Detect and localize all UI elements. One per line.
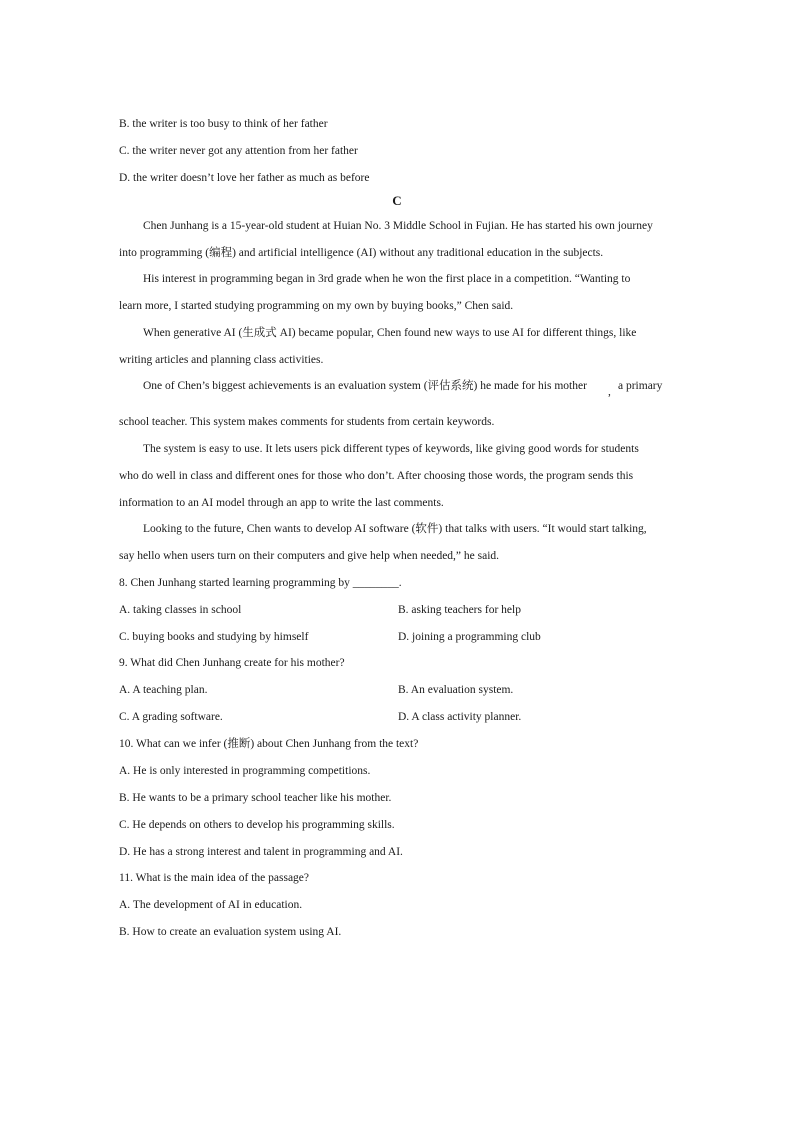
question-11-option-b: B. How to create an evaluation system using AI. <box>119 926 342 938</box>
question-10-option-b: B. He wants to be a primary school teacher like his mother. <box>119 792 392 804</box>
question-9-option-a: A. A teaching plan. <box>119 684 208 696</box>
question-11-stem: 11. What is the main idea of the passage? <box>119 872 310 884</box>
passage-p4-line2: school teacher. This system makes comments for students from certain keywords. <box>119 416 495 428</box>
passage-p2-line2: learn more, I started studying programming on my own by buying books,” Chen said. <box>119 300 514 312</box>
passage-p5-line1: The system is easy to use. It lets users pick different types of keywords, like giving good words for students <box>143 443 639 455</box>
question-8-option-a: A. taking classes in school <box>119 604 242 616</box>
question-9-stem: 9. What did Chen Junhang create for his mother? <box>119 657 345 669</box>
prev-option-d: D. the writer doesn’t love her father as much as before <box>119 172 370 184</box>
question-8-option-c: C. buying books and studying by himself <box>119 631 309 643</box>
question-8-option-d: D. joining a programming club <box>398 631 541 643</box>
passage-p1-line1: Chen Junhang is a 15-year-old student at Huian No. 3 Middle School in Fujian. He has started his own journey <box>143 220 653 232</box>
passage-p3-line1: When generative AI (生成式 AI) became popular, Chen found new ways to use AI for different things, like <box>143 327 637 339</box>
prev-option-b: B. the writer is too busy to think of her father <box>119 118 328 130</box>
question-8-option-b: B. asking teachers for help <box>398 604 521 616</box>
passage-p1-line2: into programming (编程) and artificial intelligence (AI) without any traditional education in the subjects. <box>119 247 604 259</box>
passage-p4-line1a: One of Chen’s biggest achievements is an evaluation system (评估系统) he made for his mother <box>143 380 587 392</box>
passage-p5-line2: who do well in class and different ones for those who don’t. After choosing those words, the program sends this <box>119 470 634 482</box>
question-8-stem: 8. Chen Junhang started learning programming by ________. <box>119 577 402 589</box>
question-10-option-d: D. He has a strong interest and talent in programming and AI. <box>119 846 403 858</box>
passage-p4-line1b: a primary <box>618 380 663 392</box>
section-heading: C <box>392 193 402 208</box>
question-11-option-a: A. The development of AI in education. <box>119 899 303 911</box>
question-9-option-d: D. A class activity planner. <box>398 711 522 723</box>
question-10-option-c: C. He depends on others to develop his programming skills. <box>119 819 395 831</box>
question-10-stem: 10. What can we infer (推断) about Chen Junhang from the text? <box>119 738 419 750</box>
question-9-option-c: C. A grading software. <box>119 711 223 723</box>
passage-p4-comma: , <box>608 386 611 398</box>
prev-option-c: C. the writer never got any attention from her father <box>119 145 358 157</box>
question-10-option-a: A. He is only interested in programming competitions. <box>119 765 371 777</box>
passage-p6-line2: say hello when users turn on their computers and give help when needed,” he said. <box>119 550 500 562</box>
passage-p2-line1: His interest in programming began in 3rd grade when he won the first place in a competition. “Wanting to <box>143 273 631 285</box>
question-9-option-b: B. An evaluation system. <box>398 684 514 696</box>
passage-p6-line1: Looking to the future, Chen wants to develop AI software (软件) that talks with users. “It would start talking, <box>143 523 647 535</box>
passage-p3-line2: writing articles and planning class activities. <box>119 354 324 366</box>
passage-p5-line3: information to an AI model through an app to write the last comments. <box>119 497 444 509</box>
